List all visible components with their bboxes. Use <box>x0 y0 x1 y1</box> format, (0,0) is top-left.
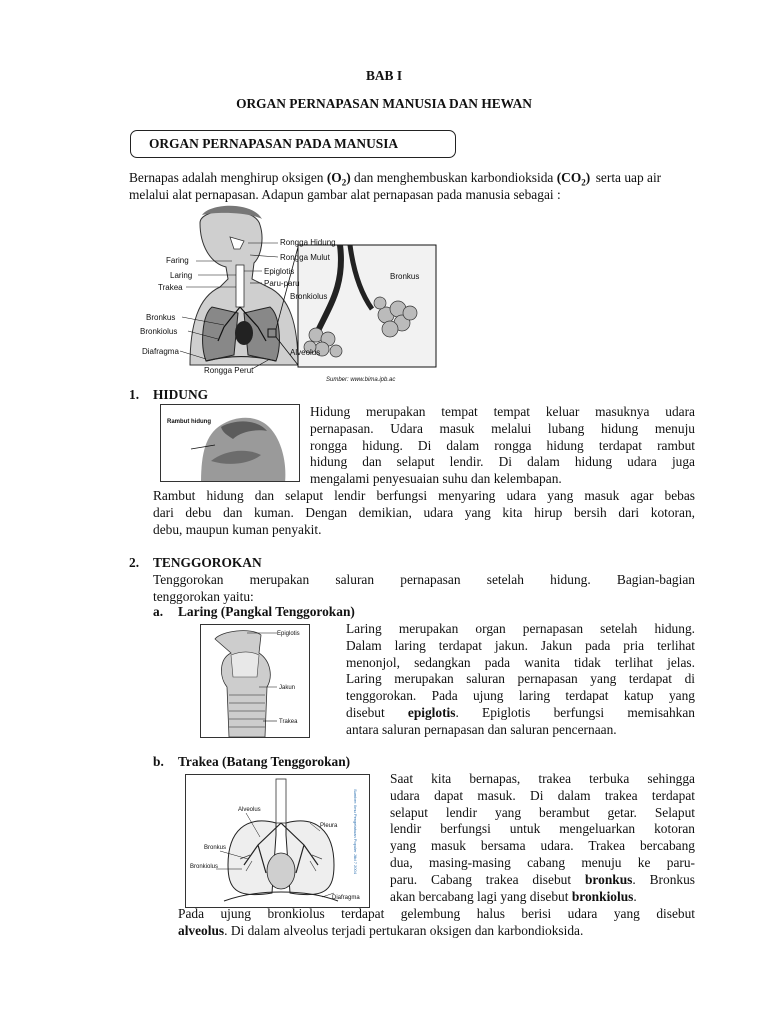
label-bronkiolus-trachea: Bronkiolus <box>190 864 219 870</box>
label-paru-paru: Paru-paru <box>264 279 300 288</box>
label-rongga-mulut: Rongga Mulut <box>280 253 330 262</box>
nose-figure <box>160 404 300 482</box>
o2-formula: $(O_2)$ <box>326 170 351 188</box>
intro-text-3: serta uap air melalui alat pernapasan. Adapun gambar alat pernapasan pada manusia sebagai : <box>129 170 662 202</box>
label-diafragma-trachea: Diafragma <box>332 895 360 901</box>
label-pleura: Pleura <box>320 823 338 829</box>
intro-text-1: Bernapas adalah menghirup oksigen <box>129 170 327 185</box>
larynx-diagram <box>201 625 310 738</box>
section-box <box>130 130 456 158</box>
section1-text <box>310 404 695 488</box>
label-bronkiolus-inset: Bronkiolus <box>290 292 328 301</box>
term-bronkiolus: bronkiolus <box>571 888 634 904</box>
subsection-a-line: menonjol, sedangkan pada wanita tidak terlihat jelas. <box>346 654 695 670</box>
label-alveolus: Alveolus <box>290 348 321 357</box>
section1-line: mengalami penyesuaian suhu dan kelembapan. <box>310 471 562 487</box>
subsection-b-line: akan bercabang lagi yang disebut bronkiolus. <box>390 888 637 904</box>
label-trakea: Trakea <box>158 283 183 292</box>
chapter-title: BAB I <box>365 68 403 83</box>
section1-heading: HIDUNG <box>153 387 209 402</box>
subsection-b-heading: Trakea (Batang Tenggorokan) <box>178 754 351 769</box>
section1-line: pernapasan. Udara masuk melalui lubang hidung menuju <box>310 420 695 436</box>
subsection-b-letter: b. <box>153 754 164 769</box>
intro-paragraph <box>129 170 695 204</box>
subsection-b-line: yang masuk bersama udara. Trakea bercabang <box>390 838 695 854</box>
section1-line: hidung dan selaput lendir. Di dalam hidung udara juga <box>310 454 695 470</box>
section2-heading: TENGGOROKAN <box>153 555 262 570</box>
subsection-b-line: paru. Cabang trakea disebut bronkus. Bronkus <box>390 871 695 887</box>
figure-source-vertical: Sumber: Ilmu Pengetahuan Populer Jilid 7 2004 <box>353 789 358 874</box>
section2-number: 2. <box>129 555 140 570</box>
subsection-a-letter: a. <box>153 604 164 619</box>
intro-text-2: dan menghembuskan karbondioksida <box>350 170 557 185</box>
subsection-b-para-line: alveolus. Di dalam alveolus terjadi pertukaran oksigen dan karbondioksida. <box>178 922 584 938</box>
subsection-b-line: selaput lendir yang berambut getar. Selaput <box>390 804 695 820</box>
label-laring: Laring <box>170 271 193 280</box>
label-jakun: Jakun <box>279 685 296 691</box>
section1-para-line: debu, maupun kuman penyakit. <box>153 521 322 537</box>
label-epiglotis-larynx: Epiglotis <box>277 631 300 637</box>
figure-source: Sumber: www.bima.ipb.ac <box>326 377 396 383</box>
label-alveolus-trachea: Alveolus <box>238 807 261 813</box>
section1-para-line: Rambut hidung dan selaput lendir berfungsi menyaring udara yang masuk agar bebas <box>153 488 695 503</box>
respiratory-diagram <box>140 205 440 387</box>
subsection-b-para-line: Pada ujung bronkiolus terdapat gelembung halus berisi udara yang disebut <box>178 906 695 921</box>
section1-line: Hidung merupakan tempat tempat keluar masuknya udara <box>310 404 695 419</box>
label-trakea-larynx: Trakea <box>279 719 298 725</box>
subsection-a-line: Dalam laring terdapat jakun. Jakun pada pria terlihat <box>346 637 695 653</box>
term-bronkus: bronkus <box>584 871 633 887</box>
subsection-a-line: tenggorokan. Pada ujung laring terdapat katup yang <box>346 688 695 704</box>
term-alveolus: alveolus <box>178 922 225 938</box>
subsection-b-line: dua, masing-masing cabang menuju ke paru- <box>390 854 695 870</box>
trachea-figure <box>185 774 370 908</box>
subsection-a-heading: Laring (Pangkal Tenggorokan) <box>178 604 355 619</box>
subsection-b-text <box>390 771 695 905</box>
label-diafragma: Diafragma <box>142 347 179 356</box>
respiratory-system-figure <box>140 205 440 387</box>
section1-number: 1. <box>129 387 140 402</box>
subsection-b-line: Saat kita bernapas, trakea terbuka sehingga <box>390 771 695 786</box>
section-box-label: ORGAN PERNAPASAN PADA MANUSIA <box>149 136 399 151</box>
trachea-diagram <box>186 775 370 908</box>
term-epiglotis: epiglotis <box>407 704 456 720</box>
label-epiglotis: Epiglotis <box>264 267 295 276</box>
section1-para-line: dari debu dan kuman. Dengan demikian, udara yang kita hirup bersih dari kotoran, <box>153 504 695 520</box>
nose-diagram <box>161 405 300 482</box>
section2-intro <box>153 572 695 606</box>
subsection-a-text <box>346 621 695 739</box>
co2-formula: $(CO_2)$ <box>556 170 591 188</box>
larynx-figure <box>200 624 310 738</box>
subsection-b-line: lendir berfungsi untuk mengeluarkan kotoran <box>390 821 695 837</box>
label-faring: Faring <box>166 256 189 265</box>
section1-paragraph <box>153 488 695 538</box>
label-rambut-hidung: Rambut hidung <box>167 419 211 425</box>
label-bronkus-inset: Bronkus <box>390 272 420 281</box>
subsection-b-line: udara dapat masuk. Di dalam trakea terdapat <box>390 787 695 803</box>
subsection-a-line: Laring merupakan organ pernapasan setelah hidung. <box>346 621 695 636</box>
label-bronkiolus: Bronkiolus <box>140 327 178 336</box>
label-rongga-perut: Rongga Perut <box>204 366 254 375</box>
label-bronkus: Bronkus <box>146 313 176 322</box>
subsection-b-paragraph <box>178 906 695 940</box>
page-title: ORGAN PERNAPASAN MANUSIA DAN HEWAN <box>236 96 532 111</box>
subsection-a-line: disebut epiglotis. Epiglotis berfungsi memisahkan <box>346 704 695 720</box>
section2-intro-line: Tenggorokan merupakan saluran pernapasan setelah hidung. Bagian-bagian <box>153 572 695 587</box>
section1-line: rongga hidung. Di dalam rongga hidung terdapat rambut <box>310 437 695 453</box>
label-rongga-hidung: Rongga Hidung <box>280 238 336 247</box>
label-bronkus-trachea: Bronkus <box>204 845 227 851</box>
section2-intro-line: tenggorokan yaitu: <box>153 588 254 604</box>
subsection-a-line: antara saluran pernapasan dan saluran pencernaan. <box>346 721 617 737</box>
subsection-a-line: Laring merupakan saluran pernapasan yang terdapat di <box>346 671 695 687</box>
